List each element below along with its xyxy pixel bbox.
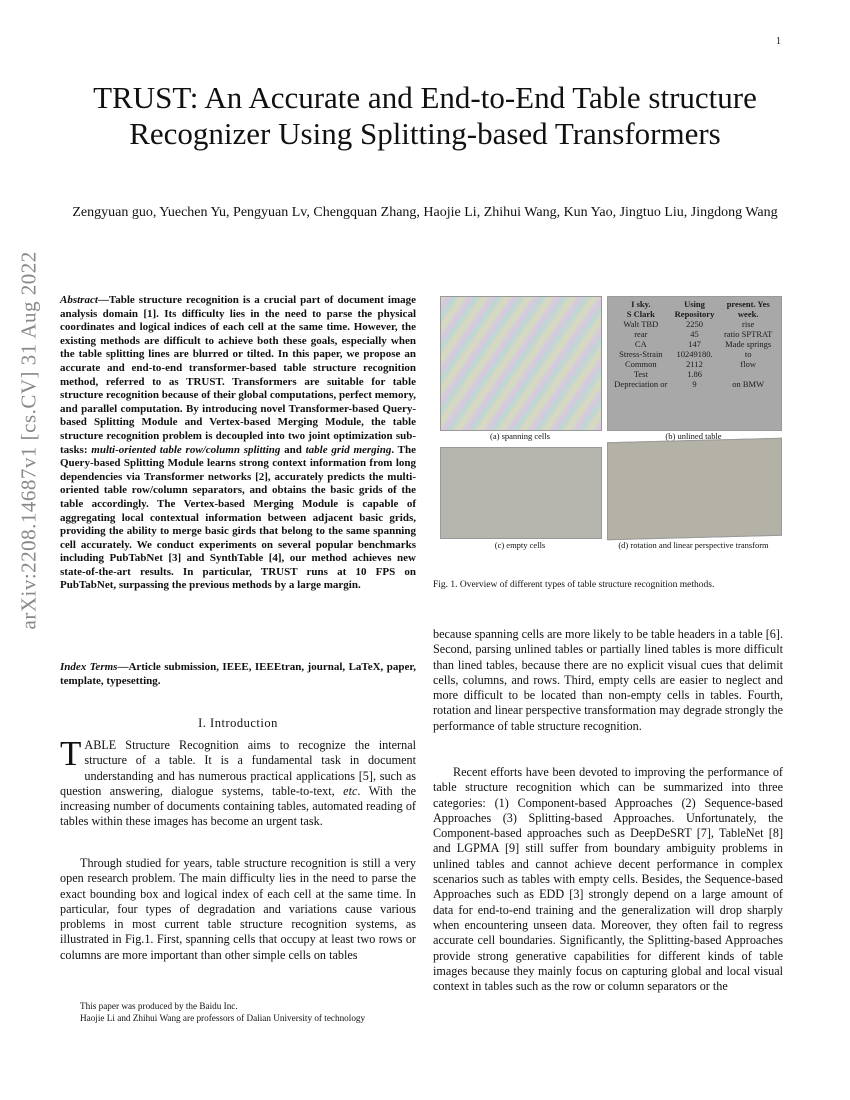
intro-paragraph-2: Through studied for years, table structure recognition is still a very open research problem. The main difficulty lies in the need to parse the exact bounding box and logical index of each cell at the same time. In particular, four types of degradation and variations cause various problems in most current table structure recognition systems, as illustrated in Fig.1. First, spanning cells that occupy at least two rows or columns are more important than other simple cells on tables xyxy=(60,856,416,962)
unlined-table-row xyxy=(614,329,775,339)
footnote: This paper was produced by the Baidu Inc. xyxy=(80,1001,238,1011)
unlined-table-row xyxy=(614,319,775,329)
unlined-table-cell: I sky. xyxy=(631,299,651,309)
unlined-table-cell: Stress-Strain xyxy=(619,349,663,359)
intro-text: . With the increasing number of documents containing tables, automated reading of tables within these images has become an urgent task. xyxy=(60,783,416,829)
figure-caption: Fig. 1. Overview of different types of table structure recognition methods. xyxy=(433,580,715,590)
unlined-table-cell: on BMW xyxy=(732,379,765,389)
right-paragraph-1: because spanning cells are more likely to be table headers in a table [6]. Second, parsing unlined tables or partially lined tables is more difficult than lined tables, because there are no explicit visual cues that delimit cells, columns, and rows. Third, empty cells are easier to neglect and more difficult to be located than non-empty cells in tables. Fourth, rotation and linear perspective transformation may degrade strongly the performance of table structure recognition. xyxy=(433,627,783,733)
unlined-table-cell: rear xyxy=(634,329,648,339)
unlined-table-cell: Test xyxy=(633,369,648,379)
section-heading: I. Introduction xyxy=(198,716,278,730)
unlined-table-cell: Repository xyxy=(674,309,715,319)
arxiv-identifier: arXiv:2208.14687v1 [cs.CV] 31 Aug 2022 xyxy=(16,251,41,630)
unlined-table-cell: 147 xyxy=(688,339,701,349)
unlined-table-cell: 9 xyxy=(692,379,697,389)
abstract-text: —Table structure recognition is a crucial part of document image analysis domain [1]. Its difficulty lies in the need to parse the physical coordinates and logical indices of each cell at the same time. However, the existing methods are difficult to achieve both these goals, especially when the table splitting lines are blurred or tilted. In this paper, we propose an accurate and end-to-end transformer-based table structure recognition method, referred to as TRUST. Transformers are suitable for table structure recognition because of their global computations, perfect memory, and parallel computation. By introducing novel Transformer-based Query-based Splitting Module and Vertex-based Merging Module, the table structure recognition problem is decoupled into two joint optimization sub-tasks: xyxy=(60,294,416,456)
subcaption-a: (a) spanning cells xyxy=(490,431,550,441)
unlined-table-cell: Common xyxy=(625,359,657,369)
unlined-table-row xyxy=(614,379,775,389)
unlined-table-cell: Using xyxy=(684,299,705,309)
figure-panel-unlined-table xyxy=(607,296,782,431)
subcaption-d: (d) rotation and linear perspective transform xyxy=(618,540,769,550)
unlined-table-cell: S Clark xyxy=(626,309,655,319)
page-number: 1 xyxy=(776,36,781,47)
right-paragraph-2: Recent efforts have been devoted to improving the performance of table structure recognition which can be summarized into three categories: (1) Component-based Approaches (2) Sequence-based Approaches (3) Splitting-based Approaches. Unfortunately, the Component-based approaches such as DeepDeSRT [7], TableNet [8] and LGPMA [9] still suffer from boundary ambiguity problems in unlined tables and cannot achieve decent performance in complex scenarios such as tables with empty cells. Besides, the Sequence-based Approaches such as EDD [3] strongly depend on a large amount of data for end-to-end training and the generalization will drop sharply when encountering unseen data. Moreover, they often fail to regress accurate cell boundaries. Significantly, the Splitting-based Approaches provide strong generative capabilities for different kinds of table images because they mainly focus on capturing global and local visual context in tables such as the row or column separators or the xyxy=(433,765,783,994)
unlined-table-cell: ratio SPTRAT xyxy=(723,329,773,339)
unlined-table-cell: 45 xyxy=(690,329,699,339)
unlined-table-cell: 1.86 xyxy=(687,369,702,379)
index-terms-label: Index Terms xyxy=(60,661,118,673)
unlined-table-cell: 2112 xyxy=(686,359,703,369)
abstract-text: and xyxy=(280,443,306,456)
subcaption-b: (b) unlined table xyxy=(665,431,722,441)
abstract-emphasis: table grid merging xyxy=(305,443,392,456)
unlined-table-rows xyxy=(608,297,781,391)
abstract-text: . The Query-based Splitting Module learns strong context information from long dependencies via Transformer networks [2], accurately predicts the multi-oriented table row/column separators, and obtains the basic grids of the table accordingly. The Vertex-based Merging Module is capable of aggregating local contextual information between adjacent basic grids, providing the ability to merge basic girds that belong to the same spanning cell accurately. We conduct experiments on several popular benchmarks including PubTabNet [3] and SynthTable [4], our method achieves new state-of-the-art results. In particular, TRUST runs at 10 FPS on PubTabNet, surpassing the previous methods by a large margin. xyxy=(60,443,416,592)
figure-panel-rotation xyxy=(607,438,782,541)
unlined-table-row xyxy=(614,349,775,359)
subcaption-c: (c) empty cells xyxy=(494,540,546,550)
unlined-table-row xyxy=(614,299,775,309)
unlined-table-cell: to xyxy=(744,349,752,359)
author-list: Zengyuan guo, Yuechen Yu, Pengyuan Lv, Chengquan Zhang, Haojie Li, Zhihui Wang, Kun Yao, Jingtuo Liu, Jingdong Wang xyxy=(72,205,778,220)
unlined-table-cell: flow xyxy=(740,359,756,369)
index-terms-text: —Article submission, IEEE, IEEEtran, journal, LaTeX, paper, template, typesetting. xyxy=(60,661,416,687)
footnotes xyxy=(60,1001,416,1024)
unlined-table-row xyxy=(614,339,775,349)
intro-paragraph xyxy=(60,734,416,830)
abstract xyxy=(60,294,416,593)
abstract-emphasis: multi-oriented table row/column splitting xyxy=(91,443,281,456)
unlined-table-cell: 10249180. xyxy=(676,349,713,359)
unlined-table-cell: Made springs xyxy=(725,339,772,349)
unlined-table-cell: week. xyxy=(737,309,759,319)
unlined-table-cell: CA xyxy=(634,339,647,349)
intro-emphasis: etc xyxy=(343,783,358,798)
unlined-table-row xyxy=(614,359,775,369)
paper-title: TRUST: An Accurate and End-to-End Table structure Recognizer Using Splitting-based Transformers xyxy=(93,80,757,151)
unlined-table-row xyxy=(614,309,775,319)
intro-text: Structure Recognition aims to recognize the internal structure of a table. It is a fundamental task in document understanding and has numerous practical applications [5], such as question answering, dialogue systems, table-to-text, xyxy=(60,738,416,798)
figure-panel-spanning-cells xyxy=(440,296,602,431)
footnote: Haojie Li and Zhihui Wang are professors of Dalian University of technology xyxy=(80,1012,366,1023)
unlined-table-cell xyxy=(721,369,775,379)
figure-panel-empty-cells xyxy=(440,447,602,539)
lead-word: ABLE xyxy=(84,738,117,752)
unlined-table-cell: Walt TBD xyxy=(623,319,659,329)
index-terms xyxy=(60,661,416,688)
unlined-table-cell: present. Yes xyxy=(726,299,770,309)
unlined-table-row xyxy=(614,369,775,379)
unlined-table-cell: 2250 xyxy=(686,319,703,329)
unlined-table-cell: Depreciation or xyxy=(614,379,668,389)
abstract-label: Abstract xyxy=(60,294,98,306)
drop-cap: T xyxy=(60,734,82,773)
unlined-table-cell: rise xyxy=(742,319,755,329)
